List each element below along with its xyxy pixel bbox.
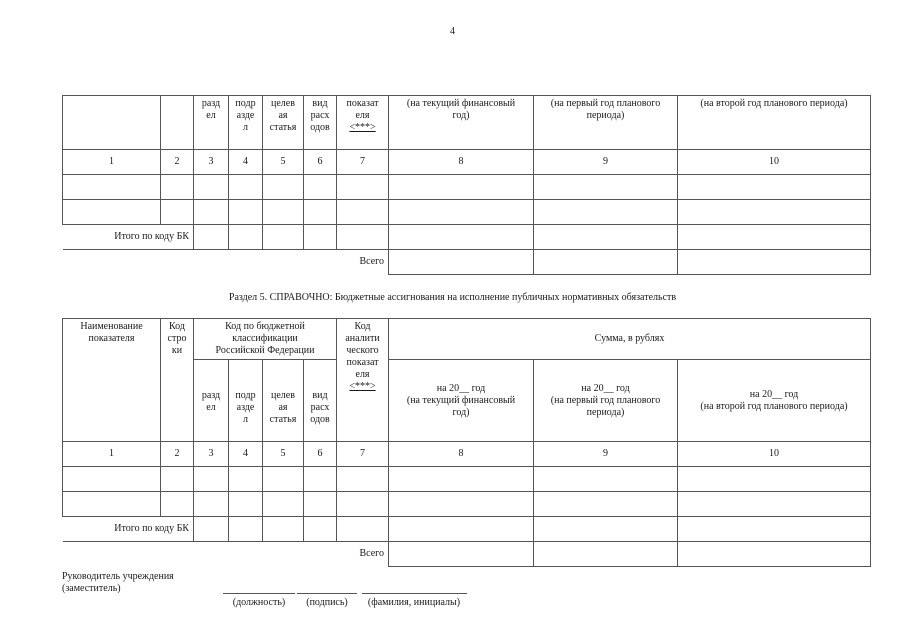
table2-num-1: 1: [63, 442, 161, 467]
table1-header-target-item: целев ая статья: [263, 96, 304, 150]
table1-header-current-year: (на текущий финансовый год): [389, 96, 534, 150]
table1-num-2: 2: [161, 150, 194, 175]
page-number: 4: [450, 26, 455, 37]
table1-total-bk-row: [63, 225, 871, 250]
table1-header-expense-type: вид расх одов: [304, 96, 337, 150]
table2-header-bk: Код по бюджетной классификации Российской Федерации: [194, 319, 337, 360]
table1-num-5: 5: [263, 150, 304, 175]
table2-num-3: 3: [194, 442, 229, 467]
table-row: [63, 175, 871, 200]
table2-num-5: 5: [263, 442, 304, 467]
name-line: [362, 593, 467, 594]
table1-header-empty-2: [161, 96, 194, 150]
table1-header-second-plan-year: (на второй год планового периода): [678, 96, 871, 150]
sign-line: [297, 593, 357, 594]
table1-num-9: 9: [534, 150, 678, 175]
table2-num-10: 10: [678, 442, 871, 467]
table1-header-first-plan-year: (на первый год планового периода): [534, 96, 678, 150]
table-row: [63, 492, 871, 517]
table2-total-all-label: Всего: [63, 542, 389, 567]
table2-num-6: 6: [304, 442, 337, 467]
table1-header-empty-1: [63, 96, 161, 150]
section-5-title: Раздел 5. СПРАВОЧНО: Бюджетные ассигнования на исполнение публичных нормативных обязательств: [228, 292, 677, 303]
table2-header-analytic: Код аналити ческого показат еля <***>: [337, 319, 389, 442]
assignments-table-continued: [62, 95, 871, 275]
table2-num-2: 2: [161, 442, 194, 467]
table2-header-target-item: целев ая статья: [263, 360, 304, 442]
position-line: [223, 593, 295, 594]
table1-total-bk-label: Итого по коду БК: [63, 225, 194, 250]
table2-header-first-plan-year: на 20__ год (на первый год планового периода): [534, 360, 678, 442]
table1-num-10: 10: [678, 150, 871, 175]
table1-total-all-label: Всего: [63, 250, 389, 275]
table1-header-section: разд ел: [194, 96, 229, 150]
signature-head-label: Руководитель учреждения (заместитель): [62, 571, 174, 594]
table1-num-4: 4: [229, 150, 263, 175]
sign-caption: (подпись): [306, 597, 348, 608]
position-caption: (должность): [232, 597, 286, 608]
table2-header-name: Наименование показателя: [63, 319, 161, 442]
table2-header-sum: Сумма, в рублях: [389, 319, 871, 360]
table2-header-row-1: [63, 319, 871, 360]
table1-header-row: [63, 96, 871, 150]
public-obligations-table: [62, 318, 871, 567]
table1-num-6: 6: [304, 150, 337, 175]
table-row: [63, 467, 871, 492]
table2-header-row-code: Код стро ки: [161, 319, 194, 442]
name-caption: (фамилия, инициалы): [367, 597, 461, 608]
table2-total-all-row: [63, 542, 871, 567]
table2-number-row: [63, 442, 871, 467]
table1-num-8: 8: [389, 150, 534, 175]
table2-header-section: разд ел: [194, 360, 229, 442]
table-row: [63, 200, 871, 225]
table1-header-indicator: показат еля <***>: [337, 96, 389, 150]
table2-total-bk-label: Итого по коду БК: [63, 517, 194, 542]
table2-num-9: 9: [534, 442, 678, 467]
table1-header-subsection: подр азде л: [229, 96, 263, 150]
table1-number-row: [63, 150, 871, 175]
table1-num-7: 7: [337, 150, 389, 175]
table2-total-bk-row: [63, 517, 871, 542]
table1-num-3: 3: [194, 150, 229, 175]
table2-header-current-year: на 20__ год (на текущий финансовый год): [389, 360, 534, 442]
table1-total-all-row: [63, 250, 871, 275]
table2-header-subsection: подр азде л: [229, 360, 263, 442]
table2-num-8: 8: [389, 442, 534, 467]
table2-header-second-plan-year: на 20__ год (на второй год планового периода): [678, 360, 871, 442]
table1-num-1: 1: [63, 150, 161, 175]
table2-header-expense-type: вид расх одов: [304, 360, 337, 442]
table2-num-4: 4: [229, 442, 263, 467]
table2-num-7: 7: [337, 442, 389, 467]
